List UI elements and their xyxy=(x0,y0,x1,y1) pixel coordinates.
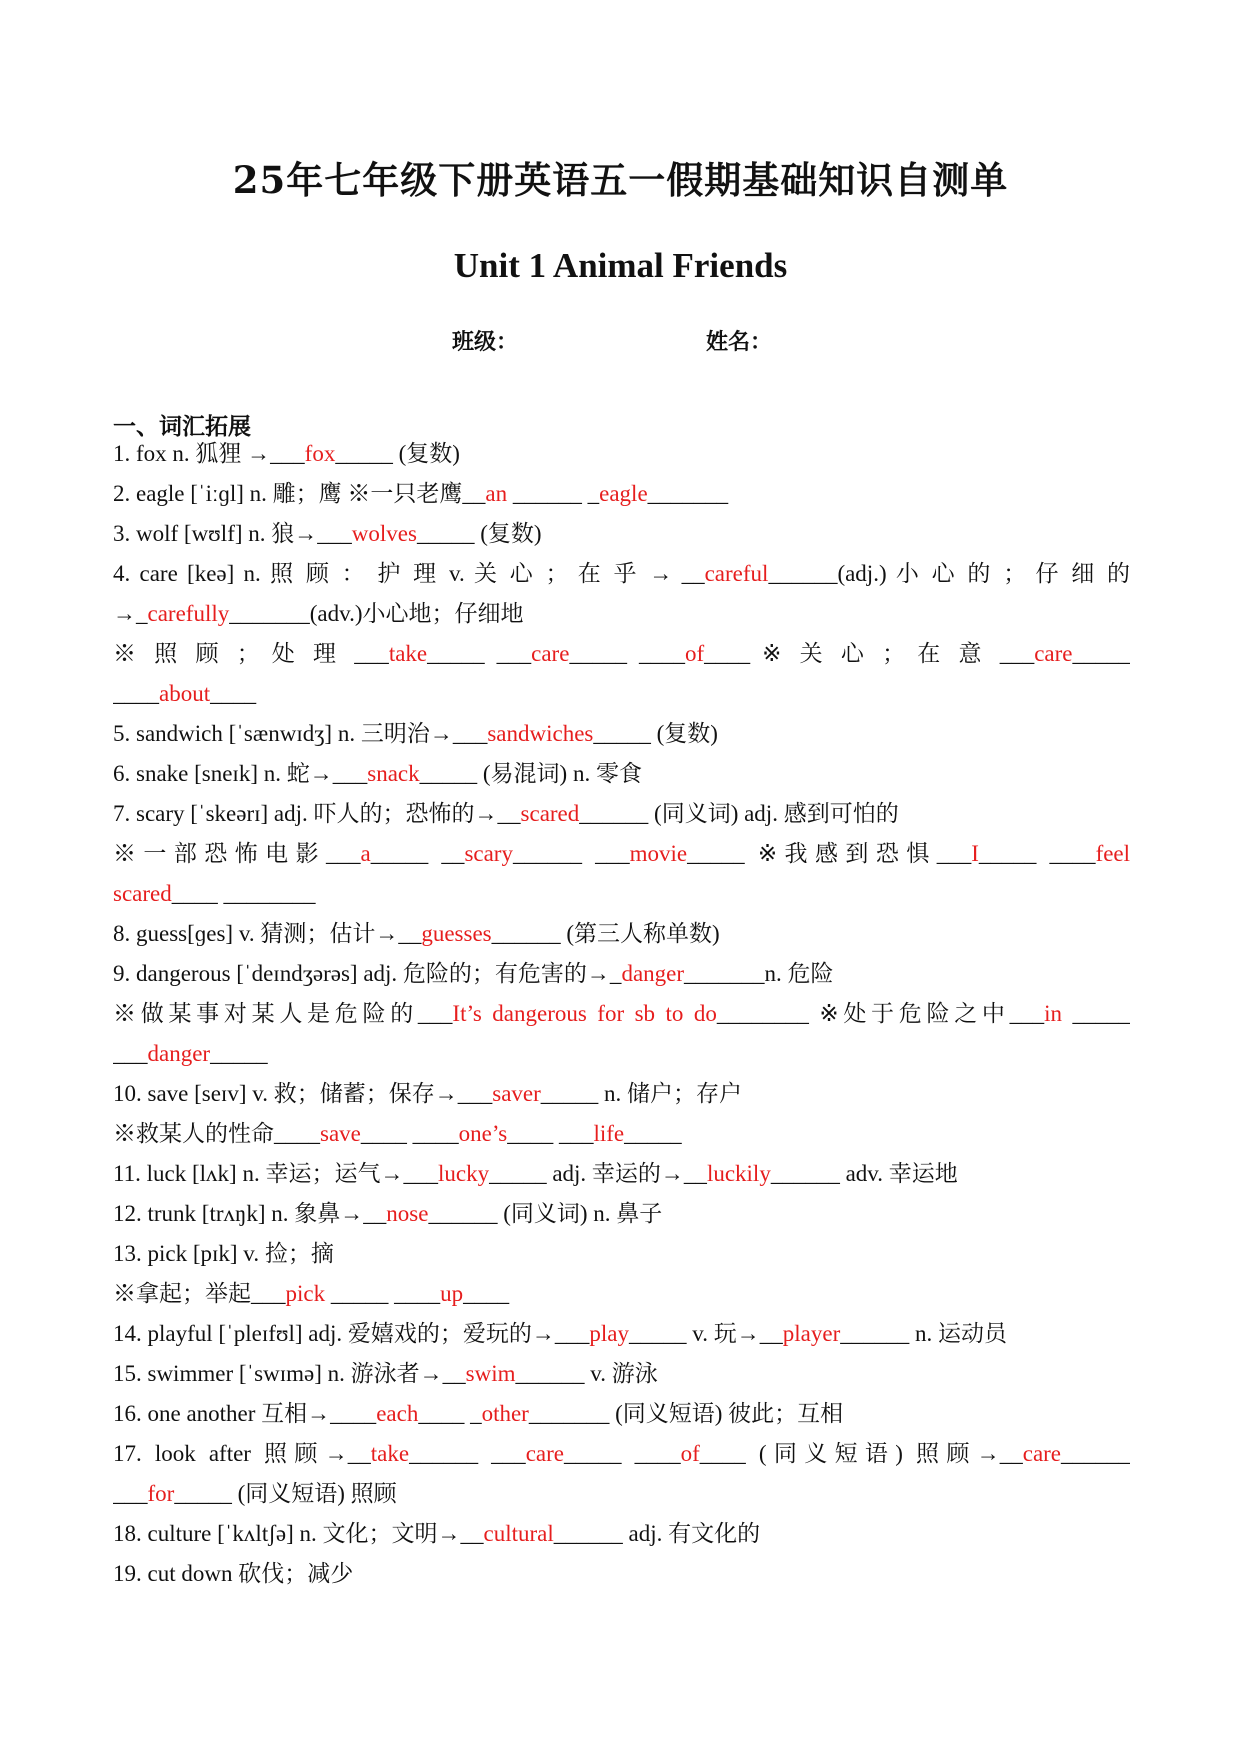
line-text: _____ xyxy=(1072,641,1130,666)
line-text: 3. wolf [wʊlf] n. 狼→___ xyxy=(113,521,352,546)
line-text: ※救某人的性命____ xyxy=(113,1121,320,1146)
answer-text: careful xyxy=(704,561,769,586)
vocab-line xyxy=(113,1035,1130,1073)
line-text: 6. snake [sneɪk] n. 蛇→___ xyxy=(113,761,368,786)
line-text: ______ (同义词) n. 鼻子 xyxy=(428,1201,663,1226)
answer-text: a xyxy=(360,841,371,866)
line-text: ______ ___ xyxy=(512,841,630,866)
line-text: ______ _ xyxy=(507,481,600,506)
unit-title: Unit 1 Animal Friends xyxy=(453,246,788,285)
line-text: ______(adj.) 小 心 的 ； 仔 细 的 xyxy=(768,561,1130,586)
line-text: _____ xyxy=(1062,1001,1130,1026)
vocab-line xyxy=(113,915,1130,953)
answer-text: eagle xyxy=(599,481,648,506)
answer-text: saver xyxy=(492,1081,541,1106)
answer-text: care xyxy=(1034,641,1073,666)
line-text: ____ (同义短语) 照顾→__ xyxy=(699,1441,1023,1466)
line-text: ______ n. 运动员 xyxy=(840,1321,1007,1346)
line-text: _____ v. 玩→__ xyxy=(629,1321,783,1346)
answer-text: fox xyxy=(304,441,336,466)
answer-text: take xyxy=(388,641,428,666)
answer-text: carefully xyxy=(147,601,230,626)
answer-text: swim xyxy=(465,1361,516,1386)
line-text: ____ ________ xyxy=(171,881,316,906)
line-text: ______ (第三人称单数) xyxy=(491,921,720,946)
answer-text: scared xyxy=(520,801,580,826)
answer-text: sandwiches xyxy=(487,721,594,746)
answer-text: movie xyxy=(629,841,688,866)
vocab-line xyxy=(113,1235,1130,1273)
line-text: _____ __ xyxy=(370,841,465,866)
answer-text: It’s dangerous for sb to do xyxy=(452,1001,717,1026)
line-text: _____ xyxy=(210,1041,268,1066)
line-text: 10. save [seɪv] v. 救；储蓄；保存→___ xyxy=(113,1081,493,1106)
line-text: _____ ____ xyxy=(325,1281,441,1306)
answer-text: each xyxy=(376,1401,419,1426)
line-text: 13. pick [pɪk] v. 捡；摘 xyxy=(113,1241,334,1266)
line-text: _____ adj. 幸运的→__ xyxy=(489,1161,707,1186)
line-text: _____ ____ xyxy=(978,841,1096,866)
line-text: 9. dangerous [ˈdeɪndʒərəs] adj. 危险的；有危害的→_ xyxy=(113,961,622,986)
line-text: →_ xyxy=(113,601,148,626)
line-text: _______ (同义短语) 彼此；互相 xyxy=(528,1401,844,1426)
answer-text: save xyxy=(320,1121,361,1146)
answer-text: danger xyxy=(147,1041,211,1066)
vocab-line xyxy=(113,1275,1130,1313)
line-text: _______n. 危险 xyxy=(684,961,834,986)
answer-text: wolves xyxy=(351,521,417,546)
line-text: ※做某事对某人是危险的___ xyxy=(113,1001,453,1026)
line-text: 15. swimmer [ˈswɪmə] n. 游泳者→__ xyxy=(113,1361,466,1386)
answer-text: care xyxy=(531,641,570,666)
line-text: _______(adv.)小心地；仔细地 xyxy=(229,601,524,626)
class-label: 班级： xyxy=(452,330,519,355)
answer-text: care xyxy=(1022,1441,1062,1466)
vocab-line xyxy=(113,1355,1130,1393)
line-text: _____ (复数) xyxy=(593,721,718,746)
answer-text: of xyxy=(684,641,705,666)
line-text: ___ xyxy=(113,1041,148,1066)
line-text: _____ ____ xyxy=(569,641,685,666)
line-text: ______ adv. 幸运地 xyxy=(770,1161,958,1186)
answer-text: guesses xyxy=(421,921,492,946)
vocab-line xyxy=(113,1315,1130,1353)
answer-text: up xyxy=(440,1281,464,1306)
line-text: _____ (复数) xyxy=(335,441,460,466)
answer-text: take xyxy=(370,1441,410,1466)
vocab-line xyxy=(113,1515,1130,1553)
line-text: 16. one another 互相→____ xyxy=(113,1401,377,1426)
answer-text: about xyxy=(159,681,211,706)
line-text: 11. luck [lʌk] n. 幸运；运气→___ xyxy=(113,1161,438,1186)
line-text: _____ ____ xyxy=(563,1441,681,1466)
line-text: ※一部恐怖电影___ xyxy=(113,841,361,866)
answer-text: play xyxy=(589,1321,629,1346)
line-text: 17. look after 照顾→__ xyxy=(113,1441,371,1466)
answer-text: lucky xyxy=(437,1161,490,1186)
vocab-line xyxy=(113,795,1130,833)
line-text: ____ xyxy=(113,681,159,706)
line-text: ____ _ xyxy=(418,1401,482,1426)
answer-text: for xyxy=(147,1481,175,1506)
line-text: _____ xyxy=(624,1121,682,1146)
vocab-line xyxy=(113,1075,1130,1113)
line-text: ※ 照 顾 ； 处 理 ___ xyxy=(113,641,389,666)
line-text: 1. fox n. 狐狸 →___ xyxy=(113,441,305,466)
answer-text: other xyxy=(481,1401,529,1426)
section-heading: 一、词汇拓展 xyxy=(113,414,251,440)
line-text: _____ (同义短语) 照顾 xyxy=(174,1481,397,1506)
answer-text: in xyxy=(1044,1001,1063,1026)
line-text: _____ (易混词) n. 零食 xyxy=(419,761,642,786)
line-text: ______ v. 游泳 xyxy=(515,1361,658,1386)
line-text: ________ ※处于危险之中___ xyxy=(716,1001,1045,1026)
name-label: 姓名： xyxy=(706,330,773,355)
vocab-line xyxy=(113,835,1130,873)
line-text: ____ xyxy=(210,681,257,706)
answer-text: player xyxy=(782,1321,841,1346)
answer-text: pick xyxy=(285,1281,326,1306)
vocab-line xyxy=(113,1115,1130,1153)
line-text: _____ (复数) xyxy=(416,521,542,546)
answer-text: feel xyxy=(1095,841,1130,866)
line-text: 18. culture [ˈkʌltʃə] n. 文化；文明→__ xyxy=(113,1521,484,1546)
line-text: ____ xyxy=(463,1281,510,1306)
line-text: ______ ___ xyxy=(409,1441,526,1466)
answer-text: scared xyxy=(113,881,172,906)
vocab-line xyxy=(113,715,1130,753)
vocab-line xyxy=(113,475,1130,513)
vocab-line xyxy=(113,435,1130,473)
answer-text: cultural xyxy=(483,1521,554,1546)
answer-text: care xyxy=(525,1441,564,1466)
line-text: ____ ※ 关 心 ； 在 意 ___ xyxy=(704,641,1035,666)
vocab-line xyxy=(113,1395,1130,1433)
vocab-line xyxy=(113,675,1130,713)
line-text: 12. trunk [trʌŋk] n. 象鼻→__ xyxy=(113,1201,387,1226)
line-text: ※拿起；举起___ xyxy=(113,1281,286,1306)
vocab-line xyxy=(113,555,1130,593)
line-text: _____ ___ xyxy=(427,641,532,666)
line-text: ______ (同义词) adj. 感到可怕的 xyxy=(579,801,899,826)
line-text: ______ adj. 有文化的 xyxy=(553,1521,761,1546)
vocab-line xyxy=(113,955,1130,993)
answer-text: snack xyxy=(367,761,420,786)
line-text: ___ xyxy=(113,1481,148,1506)
answer-text: luckily xyxy=(706,1161,771,1186)
line-text: _______ xyxy=(647,481,729,506)
vocab-line xyxy=(113,755,1130,793)
vocab-line xyxy=(113,1555,1130,1593)
vocab-line xyxy=(113,1435,1130,1473)
page-title: 25年七年级下册英语五一假期基础知识自测单 xyxy=(232,158,1009,202)
answer-text: an xyxy=(485,481,508,506)
vocab-line xyxy=(113,875,1130,913)
answer-text: nose xyxy=(386,1201,429,1226)
vocab-line xyxy=(113,595,1130,633)
line-text: ____ ___ xyxy=(507,1121,594,1146)
line-text: ______ xyxy=(1061,1441,1130,1466)
line-text: _____ ※我感到恐惧___ xyxy=(687,841,972,866)
line-text: _____ n. 储户；存户 xyxy=(540,1081,743,1106)
answer-text: one’s xyxy=(458,1121,508,1146)
line-text: 14. playful [ˈpleɪfʊl] adj. 爱嬉戏的；爱玩的→___ xyxy=(113,1321,590,1346)
vocab-line xyxy=(113,515,1130,553)
line-text: 8. guess[ɡes] v. 猜测；估计→__ xyxy=(113,921,422,946)
line-text: 19. cut down 砍伐；减少 xyxy=(113,1561,354,1586)
line-text: 5. sandwich [ˈsænwɪdʒ] n. 三明治→___ xyxy=(113,721,488,746)
vocab-line xyxy=(113,1155,1130,1193)
answer-text: danger xyxy=(621,961,685,986)
answer-text: scary xyxy=(464,841,513,866)
vocab-line xyxy=(113,995,1130,1033)
answer-text: I xyxy=(971,841,979,866)
line-text: 4. care [keə] n. 照 顾 ： 护 理 v. 关 心 ； 在 乎 → __ xyxy=(113,561,705,586)
vocab-line xyxy=(113,1195,1130,1233)
vocab-line xyxy=(113,635,1130,673)
answer-text: of xyxy=(680,1441,700,1466)
line-text: 2. eagle [ˈiːɡl] n. 雕；鹰 ※一只老鹰__ xyxy=(113,481,486,506)
answer-text: life xyxy=(593,1121,625,1146)
line-text: 7. scary [ˈskeərɪ] adj. 吓人的；恐怖的→__ xyxy=(113,801,521,826)
line-text: ____ ____ xyxy=(360,1121,459,1146)
vocab-line xyxy=(113,1475,1130,1513)
